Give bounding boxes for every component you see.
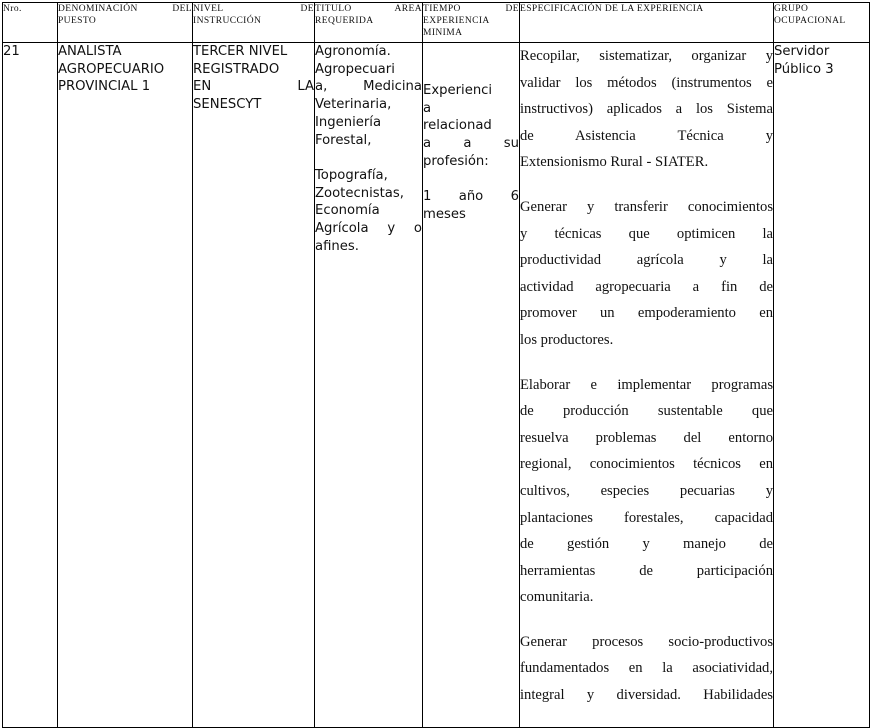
header-especificacion: ESPECIFICACIÓN DE LA EXPERIENCIA	[520, 3, 774, 43]
spec-paragraph: Recopilar, sistematizar, organizar y validar los métodos (instrumentos e instructivos) aplicados a los Sistema de Asistencia Técnica y Extensionismo Rural - SIATER.	[520, 48, 773, 171]
header-denominacion: DENOMINACIÓN DEL PUESTO	[58, 3, 193, 43]
spec-paragraph: Elaborar e implementar programas de producción sustentable que resuelva problemas del entorno regional, conocimientos técnicos en cultivos, especies pecuarias y plantaciones forestales, capacidad de gestión y manejo de herramientas de participación comunitaria.	[520, 376, 773, 606]
header-tiempo-experiencia: TIEMPO DE EXPERIENCIA MINIMA	[423, 3, 520, 43]
header-titulo-area: TITULO AREA REQUERIDA	[315, 3, 423, 43]
cell-nro: 21	[3, 43, 58, 728]
cell-tiempo-experiencia: Experienci a relacionad a a su profesión: 1 año 6 meses	[423, 43, 520, 728]
table-header-row	[3, 3, 870, 43]
header-grupo-ocupacional: GRUPO OCUPACIONAL	[774, 3, 870, 43]
cell-especificacion	[520, 43, 774, 728]
cell-denominacion: ANALISTA AGROPECUARIO PROVINCIAL 1	[58, 43, 193, 728]
cell-grupo-ocupacional: Servidor Público 3	[774, 43, 870, 728]
cell-titulo-area: Agronomía. Agropecuari a, Medicina Veterinaria, Ingeniería Forestal, Topografía, Zootecnistas, Economía Agrícola y o afines.	[315, 43, 423, 728]
header-nivel-instruccion: NIVEL DE INSTRUCCIÓN	[193, 3, 315, 43]
spec-paragraph: Generar procesos socio-productivos fundamentados en la asociatividad, integral y diversidad. Habilidades	[520, 633, 773, 704]
cell-nivel-instruccion: TERCER NIVEL REGISTRADO EN LA SENESCYT	[193, 43, 315, 728]
spec-paragraph: Generar y transferir conocimientos y técnicas que optimicen la productividad agrícola y la actividad agropecuaria a fin de promover un empoderamiento en los productores.	[520, 198, 773, 348]
job-position-table	[2, 2, 870, 728]
table-row	[3, 43, 870, 728]
header-nro: Nro.	[3, 3, 58, 43]
